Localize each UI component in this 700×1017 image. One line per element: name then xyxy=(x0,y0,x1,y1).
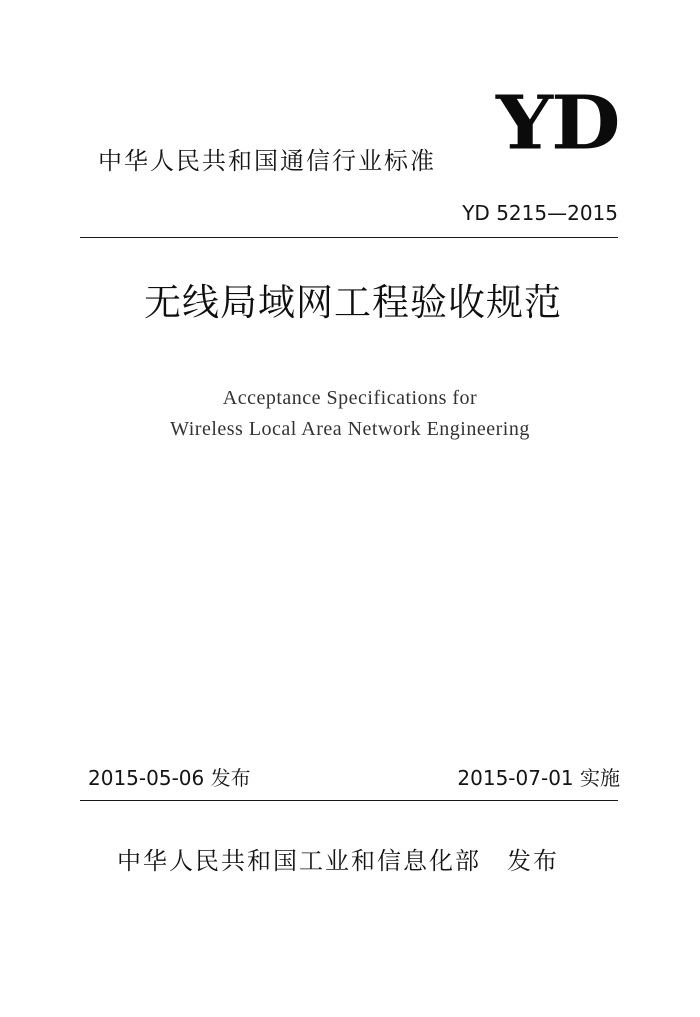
issue-date: 2015-05-06 发布 xyxy=(88,766,251,790)
bottom-divider xyxy=(80,800,618,801)
document-title-english-line-1: Acceptance Specifications for xyxy=(222,387,478,409)
top-divider xyxy=(80,237,618,238)
document-title-chinese: 无线局域网工程验收规范 xyxy=(144,281,562,324)
publisher: 中华人民共和国工业和信息化部 发布 xyxy=(117,847,559,875)
industry-standard-title: 中华人民共和国通信行业标准 xyxy=(98,147,436,175)
standard-number: YD 5215—2015 xyxy=(462,201,618,225)
effective-date: 2015-07-01 实施 xyxy=(457,766,620,790)
yd-logo: YD xyxy=(496,79,619,167)
document-title-english-line-2: Wireless Local Area Network Engineering xyxy=(170,418,530,440)
